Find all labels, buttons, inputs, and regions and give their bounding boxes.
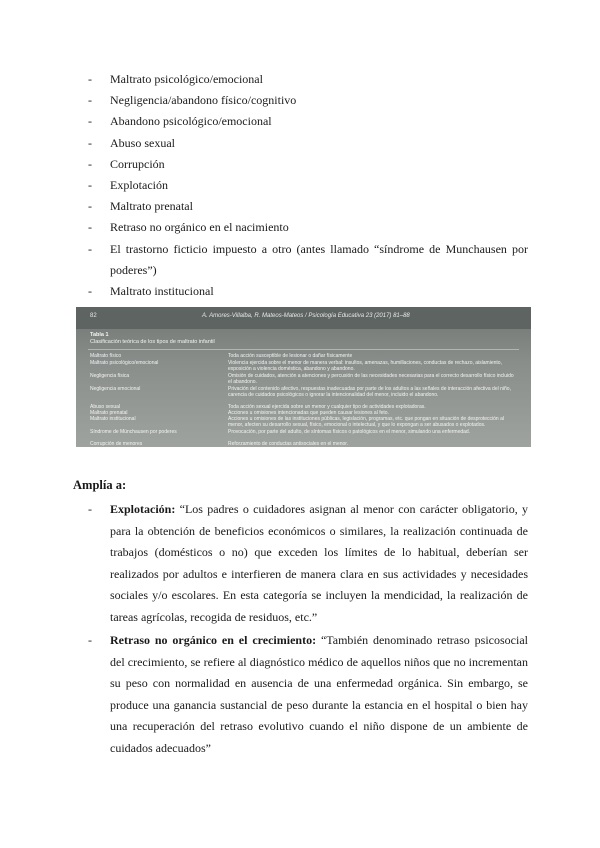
table-cell-desc: Acciones u omisiones intencionadas que pueden causar lesiones al feto. <box>228 410 389 416</box>
list-item-text: Maltrato institucional <box>110 284 214 299</box>
table-cell-desc: Toda acción sexual ejercida sobre un menor y cualquier tipo de actividades explotadoras. <box>228 404 426 410</box>
table-cell-type: Maltrato prenatal <box>90 410 128 416</box>
table-cell-desc: Omisión de cuidados, atención a atenciones y percusión de las necesidades necesarias para el correcto desarrollo físico incluido el abandono. <box>228 373 514 385</box>
table-cell-type: Maltrato institucional <box>90 416 136 422</box>
bullet-dash: - <box>88 178 92 193</box>
table-cell-type: Corrupción de menores <box>90 441 143 447</box>
definition-term: Retraso no orgánico en el crecimiento: <box>110 633 321 647</box>
table-cell-type: Negligencia emocional <box>90 386 141 392</box>
bullet-dash: - <box>88 284 92 299</box>
table-cell-type: Maltrato psicológico/emocional <box>90 360 159 366</box>
definition-text: “Los padres o cuidadores asignan al menor con carácter obligatorio, y para la obtención de beneficios económicos o similares, la realización continuada de trabajos (domésticos o no) que exceden los límites de lo habitual, deberían ser realizados por adultos e interfieren de manera clara en sus actividades y necesidades sociales y/o escolares. En esta categoría se incluyen la mendicidad, la realización de tareas agrícolas, recogida de residuos, etc.” <box>110 502 528 624</box>
table-cell-desc: Provocación, por parte del adulto, de síntomas físicos o patológicos en el menor, simulando una enfermedad. <box>228 429 471 435</box>
bullet-dash: - <box>88 220 92 235</box>
list-item <box>88 133 528 154</box>
table-photo <box>76 307 531 447</box>
bullet-dash: - <box>88 199 92 214</box>
table-cell-desc: Violencia ejercida sobre el menor de manera verbal: insultos, amenazas, humillaciones, conductas de rechazo, aislamiento, exposición a violencia doméstica, abandono y abandono. <box>228 360 502 372</box>
list-item <box>88 175 528 196</box>
list-item <box>88 90 528 111</box>
list-item <box>88 239 528 281</box>
bullet-dash: - <box>88 114 92 129</box>
table-cell-desc: Privación del contenido afectivo, respuestas inadecuadas por parte de los adultos a las señales de interacción afectiva del niño, carencia de cuidados psicológicos o ignorar la intencionalidad del menor, incluido el abandono. <box>228 386 511 398</box>
definition-item <box>88 630 528 759</box>
list-item <box>88 217 528 238</box>
table-caption-title: Clasificación teórica de los tipos de maltrato infantil <box>90 339 215 345</box>
section-heading: Amplía a: <box>73 478 127 492</box>
definitions-list <box>88 499 528 761</box>
table-cell-type: Negligencia física <box>90 373 130 379</box>
bullet-dash: - <box>88 93 92 108</box>
list-item <box>88 281 528 302</box>
list-item-text: Explotación <box>110 178 168 193</box>
bullet-dash: - <box>88 502 92 516</box>
abuse-types-list <box>88 69 528 302</box>
table-cell-type: Maltrato físico <box>90 353 122 359</box>
list-item-text: Retraso no orgánico en el nacimiento <box>110 220 289 235</box>
list-item-text: Abuso sexual <box>110 135 175 150</box>
bullet-dash: - <box>88 633 92 647</box>
table-cell-type: Abuso sexual <box>90 404 121 410</box>
list-item <box>88 196 528 217</box>
list-item-text: Corrupción <box>110 156 165 171</box>
definition-term: Explotación: <box>110 502 180 516</box>
bullet-dash: - <box>88 156 92 171</box>
list-item <box>88 154 528 175</box>
list-item-text: El trastorno ficticio impuesto a otro (antes llamado “síndrome de Munchausen por poderes”) <box>110 241 528 277</box>
table-caption <box>90 332 215 346</box>
definition-item <box>88 499 528 628</box>
bullet-dash: - <box>88 135 92 150</box>
table-cell-type: Síndrome de Münchausen por poderes <box>90 429 177 435</box>
table-cell-desc: Acciones u omisiones de las instituciones públicas, legislación, programas, etc. que pongan en situación de desprotección al menor, afecten su desarrollo sexual, físico, emocional o intelectual, y que lo expongan a ser abusados o explotados. <box>228 416 504 428</box>
bullet-dash: - <box>88 241 92 256</box>
table-top-rule <box>88 349 519 350</box>
list-item <box>88 111 528 132</box>
table-cell-desc: Reforzamiento de conductas antisociales en el menor. <box>228 441 349 447</box>
list-item-text: Abandono psicológico/emocional <box>110 114 272 129</box>
list-item-text: Negligencia/abandono físico/cognitivo <box>110 93 297 108</box>
table-caption-label: Tabla 1 <box>90 332 109 338</box>
table-page-number: 82 <box>90 313 97 319</box>
list-item <box>88 69 528 90</box>
table-running-header: A. Amores-Villalba, R. Mateos-Mateos / Psicología Educativa 23 (2017) 81–88 <box>202 313 410 319</box>
definition-text: “También denominado retraso psicosocial del crecimiento, se refiere al diagnóstico médico de aquellos niños que no incrementan su peso con normalidad en ausencia de una enfermedad orgánica. Sin embargo, se produce una ganancia sustancial de peso durante la estancia en el hospital o bien hay una recuperación del retraso evolutivo cuando el niño dispone de un ambiente de cuidados adecuados” <box>110 633 528 755</box>
list-item-text: Maltrato prenatal <box>110 199 193 214</box>
list-item-text: Maltrato psicológico/emocional <box>110 72 263 86</box>
table-cell-desc: Toda acción susceptible de lesionar o dañar físicamente <box>228 353 353 359</box>
bullet-dash: - <box>88 72 92 86</box>
